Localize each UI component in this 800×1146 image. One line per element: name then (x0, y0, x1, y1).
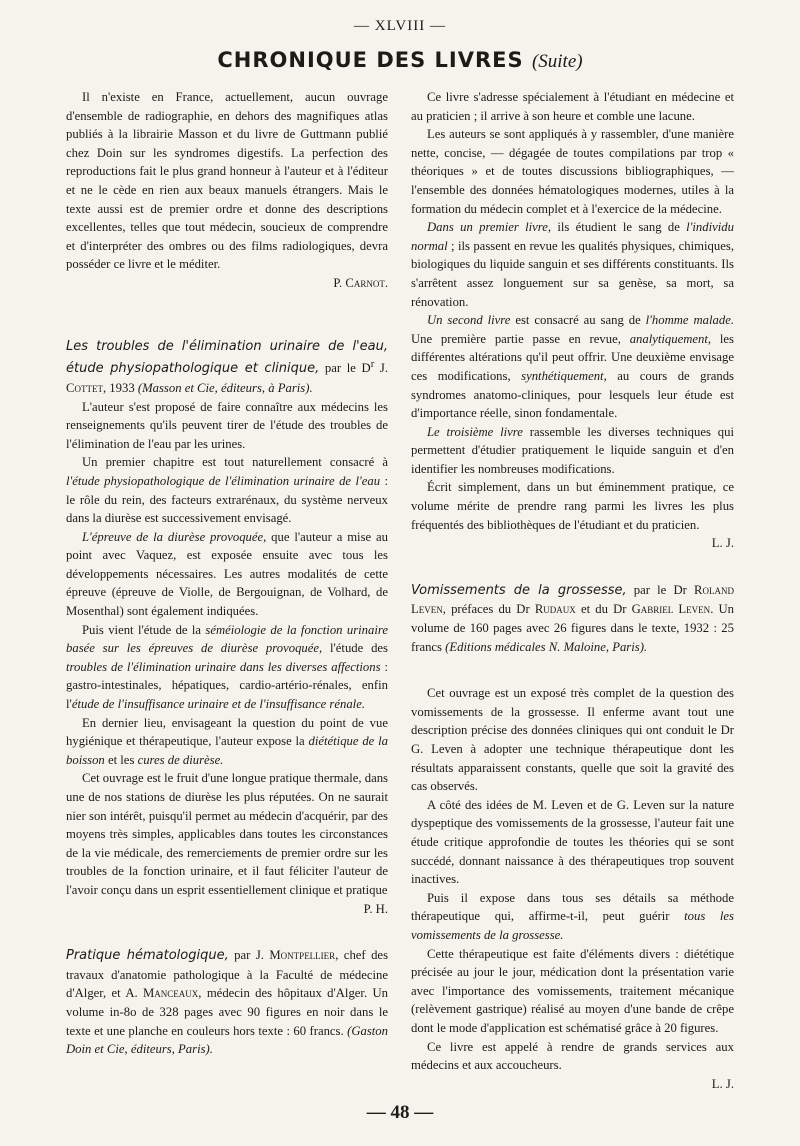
review-paragraph (66, 714, 388, 770)
text-run-italic: analytiquement, (629, 331, 712, 346)
section-title (0, 48, 800, 73)
text-run-italic: diététique de la boisson (66, 734, 388, 767)
review-title: Vomissements de la grossesse, (411, 582, 627, 598)
review-signature: L. J. (711, 536, 734, 551)
review-title: Les troubles de l'élimination urinaire de l'eau, étude physiopathologique et clinique, (66, 338, 388, 377)
text-run-italic: cures de diurèse. (137, 752, 224, 767)
text-run: Puis vient l'étude de la (82, 622, 206, 637)
review-paragraph: Ce livre est appelé à rendre de grands services aux médecins et aux accoucheurs. (411, 1039, 734, 1073)
text-run: Une première partie passe en revue, (411, 331, 630, 346)
review-heading-vomissements (411, 581, 734, 656)
section-title-text: CHRONIQUE DES LIVRES (217, 48, 524, 72)
text-run-italic: l'homme malade. (645, 313, 734, 328)
text-run-italic: Un second livre (427, 313, 511, 328)
text-run-italic: séméiologie de la fonction urinaire basée sur les épreuves de diurèse provoquée, (66, 622, 388, 656)
review-paragraph (411, 218, 734, 311)
text-run: , chef des travaux d'anatomie pathologique à la Faculté de médecine d'Alger, et A. (66, 948, 389, 1001)
review-author: Montpellier (269, 948, 336, 963)
review-paragraph (66, 621, 388, 714)
review-title: Pratique hématologique, (66, 948, 229, 964)
review-publisher: (Editions médicales N. Maloine, Paris). (445, 639, 648, 654)
text-run: ils étudient le sang de (551, 220, 687, 235)
text-run: : gastro-intestinales, hépatiques, cardio-artério-rénales, enfin l' (66, 659, 388, 712)
review-paragraph: Ce livre s'adresse spécialement à l'étudiant en médecine et au praticien ; il arrive à son heure et comble une lacune. (411, 90, 734, 123)
text-run-italic: Dans un premier livre, (427, 220, 552, 235)
review-author: Roland Leven (411, 582, 734, 617)
text-run: Un premier chapitre est tout naturellement consacré à (82, 455, 388, 470)
review-paragraph (411, 311, 734, 423)
right-column (411, 88, 734, 1093)
review-heading-troubles (66, 337, 388, 398)
review-paragraph (66, 528, 388, 621)
text-run: au cours de grands syndromes anatomo-cliniques, pour lesquels leur étude est d'importance réelle, sinon fondamentale. (411, 368, 734, 421)
text-run: et du Dr (575, 602, 632, 617)
text-run: : le rôle du rein, des facteurs extrarénaux, du système nerveux dans la diurèse est successivement envisagé. (66, 473, 389, 526)
review-paragraph (411, 889, 734, 945)
review-author: Gabriel Leven (631, 602, 711, 617)
text-run-italic: l'étude physiopathologique de l'élimination urinaire de l'eau (66, 473, 381, 488)
review-publisher: (Masson et Cie, éditeurs, à Paris). (137, 380, 313, 395)
review-by: par J. (228, 948, 270, 963)
review-by: par le Dr (626, 582, 695, 597)
text-run-italic: l'individu normal (411, 220, 734, 253)
intro-paragraph: Il n'existe en France, actuellement, aucun ouvrage d'ensemble de radiographie, en dehors des magnifiques atlas publiés à la librairie Masson et du livre de Guttmann publié chez Doin sur les syndromes digestifs. La perfection des reproductions fait le plus grand honneur à l'auteur et à l'éditeur et ne le cède en rien aux beaux manuels étrangers. Mais le texte aussi est de premier ordre et donne des descriptions excellentes, telles que tout médecin, soucieux de comprendre et d'interpréter des ombres ou des films radiologiques, devra posséder ce livre et le méditer. (66, 90, 388, 272)
review-paragraph: A côté des idées de M. Leven et de G. Leven sur la nature dyspeptique des vomissements de la grossesse, l'auteur fait une étude critique approfondie de toutes les théories qui se sont succédé, donnant naissance à des thérapeutiques trop souvent inactives. (411, 797, 734, 887)
review-paragraph: Écrit simplement, dans un but éminemment pratique, ce volume mérite de prendre rang parmi les livres les plus fréquentés des bibliothèques de l'étudiant et du praticien. (411, 480, 734, 532)
text-run: et les (104, 752, 138, 767)
text-run: , préfaces du Dr (442, 602, 535, 617)
text-run: , médecin des hôpitaux d'Alger. Un volume in-8o de 328 pages avec 90 figures en noir dans le texte et une planche en couleurs hors texte : 60 francs. (66, 986, 388, 1038)
review-paragraph: Cet ouvrage est le fruit d'une longue pratique thermale, dans une de nos stations de diurèse les plus réputées. On ne saurait nier son intérêt, puisqu'il permet au médecin d'acquérir, par des moyens très simples, applicables dans toutes les circonstances de la vie médicale, des remerciements de premier ordre sur les troubles de la fonction urinaire, et il faut féliciter l'auteur de l'avoir conçu dans un esprit essentiellement clinique et pratique (66, 771, 388, 897)
review-paragraph (66, 453, 388, 527)
review-paragraph: L'auteur s'est proposé de faire connaître aux médecins les renseignements qu'ils peuvent tirer de l'étude des troubles de l'élimination de l'eau par les urines. (66, 399, 388, 451)
text-run: les différentes altérations qu'il peut offrir. Une deuxième envisage ces modifications, (411, 331, 734, 383)
text-run: . Un volume de 160 pages avec 26 figures dans le texte, 1932 : 25 francs (411, 602, 735, 654)
section-suite: (Suite) (531, 51, 583, 72)
review-by: par le D (319, 361, 371, 376)
text-run-italic: étude de l'insuffisance urinaire et de l'insuffisance rénale. (71, 697, 365, 712)
text-run: Puis il expose dans tous ses détails sa méthode thérapeutique qui, affirme-t-il, peut guérir (411, 890, 734, 924)
review-author: Rudaux (534, 602, 576, 617)
review-paragraph: Cette thérapeutique est faite d'éléments divers : diététique précisée au jour le jour, médication dont la présentation varie avec l'importance des vomissements, traitement mécanique (relèvement gastrique) réalisé au moyen d'une bande de crêpe dont le mode d'application est schématisé grâce à 20 figures. (411, 946, 734, 1035)
text-run-italic: synthétiquement, (521, 368, 607, 383)
review-author: Manceaux (143, 986, 199, 1001)
review-publisher: (Gaston Doin et Cie, éditeurs, Paris). (66, 1023, 388, 1057)
review-paragraph: Cet ouvrage est un exposé très complet de la question des vomissements de la grossesse. Il enferme avant tout une description précise des données cliniques qui ont conduit le Dr G. Leven à adopter une technique thérapeutique dont les résultats apparaissent constants, quelle que soit la gravité des cas observés. (411, 686, 734, 794)
text-run: En dernier lieu, envisageant la question du point de vue hygiénique et thérapeutique, l'auteur expose la (66, 715, 388, 749)
text-run: rassemble les diverses techniques qui permettent d'étudier pratiquement le liquide sanguin et d'en identifier les nombreuses modifications. (411, 424, 734, 476)
text-run: l'étude des (322, 641, 388, 656)
text-run-italic: troubles de l'élimination urinaire dans les diverses affections (66, 659, 381, 674)
review-heading-hematologique (66, 946, 388, 1059)
text-run: ; ils passent en revue les qualités physiques, chimiques, biologiques du liquide sanguin et ses différents constituants. Ils s'arrêtent assez longuement sur sa genèse, sa mort, sa rénovation. (411, 238, 734, 309)
left-column (66, 88, 388, 1059)
review-year: , 1933 (102, 380, 138, 395)
text-run: est consacré au sang de (510, 313, 646, 328)
roman-folio: — XLVIII — (354, 18, 446, 34)
review-author: J. Cottet (66, 361, 388, 395)
review-by-sup: r (370, 359, 375, 371)
text-run-italic: tous les vomissements de la grossesse. (411, 909, 734, 942)
text-run: que l'auteur a mise au point avec Vaquez, est exposée ensuite avec tous les développements nécessaires. Les autres modalités de cette épreuve (épreuve de Violle, de Bergouignan, de Volhard, de Mosenthal) sont également indiquées. (66, 529, 388, 619)
review-paragraph: Les auteurs se sont appliqués à y rassembler, d'une manière nette, concise, — dégagée de toutes compilations par trop « théoriques » et de toutes discussions bibliographiques, — l'ensemble des données hématologiques modernes, utiles à la formation du médecin complet et à l'exercice de la médecine. (411, 127, 734, 216)
review-paragraph (411, 423, 734, 479)
text-run-italic: Le troisième livre (427, 424, 523, 439)
page-number: — 48 — (366, 1102, 434, 1123)
text-run-italic: L'épreuve de la diurèse provoquée, (82, 529, 267, 544)
review-signature: L. J. (711, 1076, 734, 1091)
intro-signature: P. Carnot. (333, 275, 388, 290)
review-signature: P. H. (363, 901, 388, 916)
